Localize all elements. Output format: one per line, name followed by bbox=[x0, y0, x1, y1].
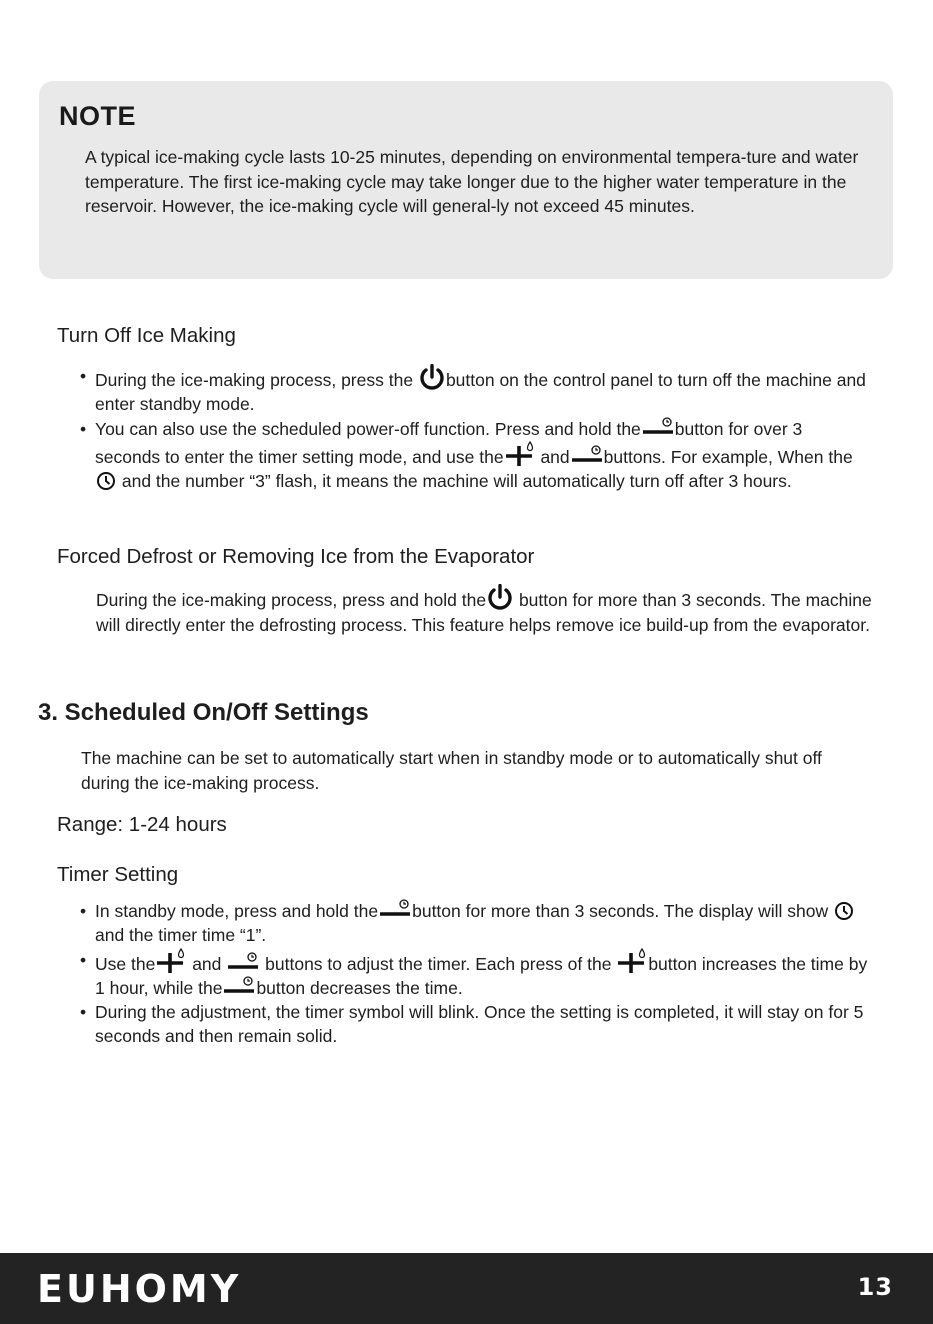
minus-timer-icon bbox=[570, 445, 604, 467]
note-title: NOTE bbox=[59, 101, 137, 131]
page-number: 13 bbox=[857, 1273, 893, 1301]
list-item: • In standby mode, press and hold the button for more than 3 seconds. The display will show and the timer time “1”. bbox=[80, 899, 870, 948]
clock-icon bbox=[95, 471, 117, 491]
note-box bbox=[39, 81, 893, 279]
minus-timer-icon bbox=[226, 952, 260, 974]
turn-off-heading: Turn Off Ice Making bbox=[57, 324, 236, 347]
clock-icon bbox=[833, 901, 855, 921]
note-text: A typical ice-making cycle lasts 10-25 minutes, depending on environmental tempera-ture and water temperature. The first ice-making cycle may take longer due to the higher water temperature in the reservoir. However, the ice-making cycle will general-ly not exceed 45 minutes. bbox=[85, 147, 859, 216]
brand-logo: EUHOMY bbox=[37, 1267, 242, 1311]
list-item: • You can also use the scheduled power-off function. Press and hold the button for over 3 seconds to enter the timer setting mode, and use the and buttons. For example, When the and the number “3” flash, it means the machine will automatically turn off after 3 hours. bbox=[80, 417, 870, 494]
minus-timer-icon bbox=[641, 417, 675, 439]
defrost-text: During the ice-making process, press and hold the button for more than 3 seconds. The machine will directly enter the defrosting process. This feature helps remove ice build-up from the evaporator. bbox=[96, 584, 876, 637]
turn-off-list bbox=[80, 364, 870, 493]
range-heading: Range: 1-24 hours bbox=[57, 813, 227, 836]
list-item: • During the adjustment, the timer symbol will blink. Once the setting is completed, it will stay on for 5 seconds and then remain solid. bbox=[80, 1000, 870, 1049]
minus-timer-icon bbox=[222, 976, 256, 998]
power-icon bbox=[418, 364, 446, 390]
plus-drop-icon bbox=[504, 441, 536, 467]
plus-drop-icon bbox=[616, 948, 648, 974]
timer-list bbox=[80, 899, 870, 1049]
plus-drop-icon bbox=[155, 948, 187, 974]
list-item: • Use the and buttons to adjust the timer. Each press of the button increases the time by 1 hour, while the button decreases the time. bbox=[80, 948, 870, 1001]
section-heading: 3. Scheduled On/Off Settings bbox=[38, 699, 369, 726]
timer-heading: Timer Setting bbox=[57, 863, 179, 886]
page-footer bbox=[0, 1253, 933, 1324]
list-item: • During the ice-making process, press the button on the control panel to turn off the machine and enter standby mode. bbox=[80, 364, 870, 417]
minus-timer-icon bbox=[378, 899, 412, 921]
power-icon bbox=[486, 584, 514, 610]
scheduled-intro: The machine can be set to automatically start when in standby mode or to automatically shut off during the ice-making process. bbox=[81, 748, 822, 793]
defrost-heading: Forced Defrost or Removing Ice from the Evaporator bbox=[57, 545, 535, 568]
